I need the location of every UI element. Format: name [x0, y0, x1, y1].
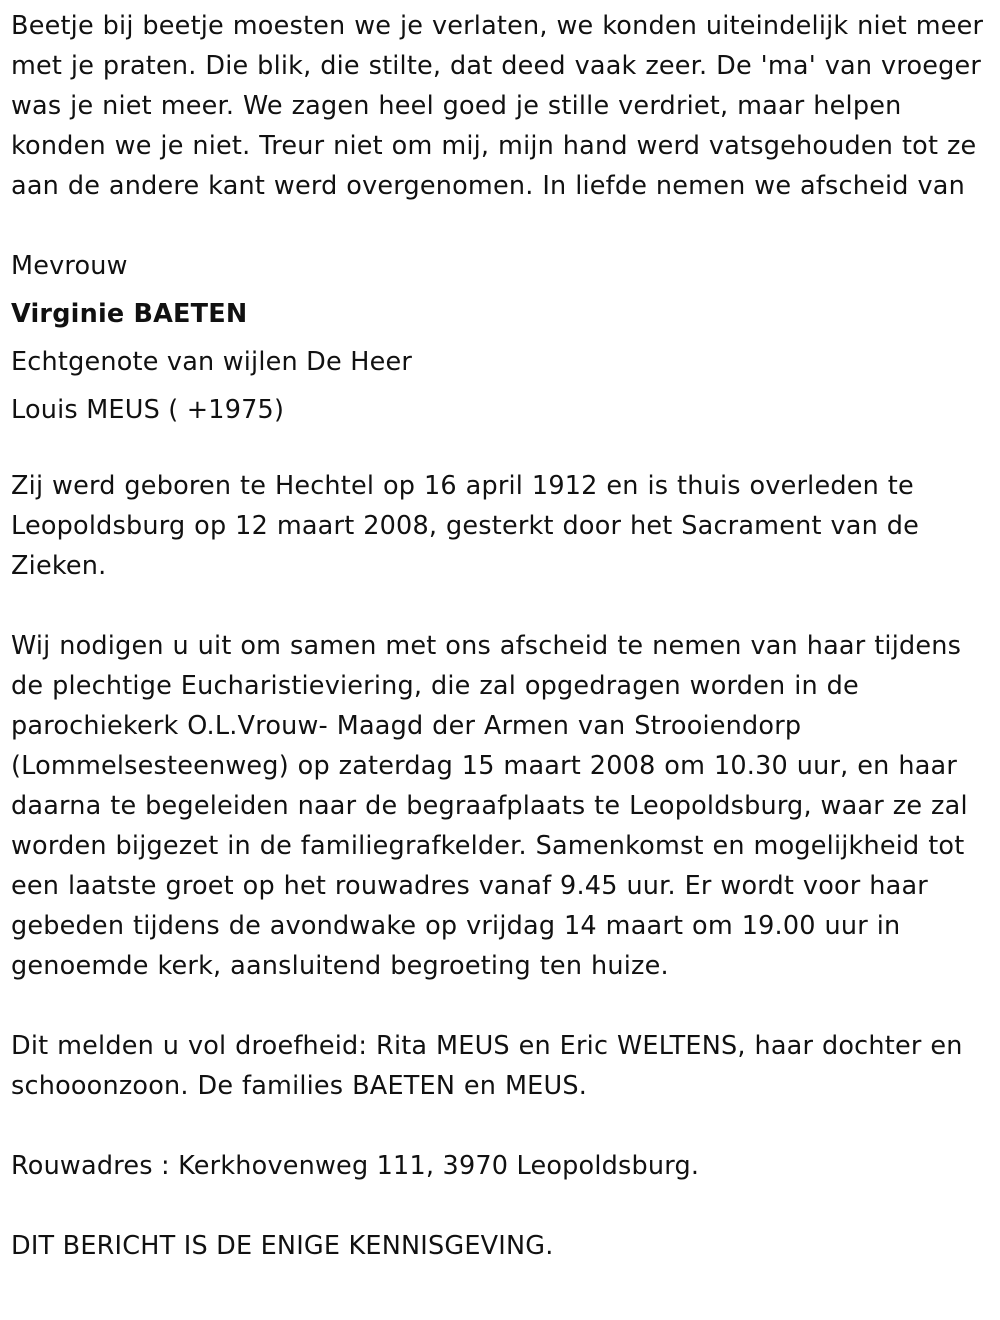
announcement-paragraph: Dit melden u vol droefheid: Rita MEUS en Eric WELTENS, haar dochter en schooonzoon. De families BAETEN en MEUS. [11, 1031, 963, 1101]
spacer [11, 206, 996, 246]
relation-line: Echtgenote van wijlen De Heer [11, 347, 413, 377]
spacer [11, 586, 996, 626]
invitation-paragraph: Wij nodigen u uit om samen met ons afscheid te nemen van haar tijdens de plechtige Eucharistieviering, die zal opgedragen worden in de parochiekerk O.L.Vrouw- Maagd der Armen van Strooiendorp (Lommelsesteenweg) op zaterdag 15 maart 2008 om 10.30 uur, en haar daarna te begeleiden naar de begraafplaats te Leopoldsburg, waar ze zal worden bijgezet in de familiegrafkelder. Samenkomst en mogelijkheid tot een laatste groet op het rouwadres vanaf 9.45 uur. Er wordt voor haar gebeden tijdens de avondwake op vrijdag 14 maart om 19.00 uur in genoemde kerk, aansluitend begroeting ten huize. [11, 631, 968, 981]
closing-line: DIT BERICHT IS DE ENIGE KENNISGEVING. [11, 1231, 554, 1261]
spacer [11, 986, 996, 1026]
salutation: Mevrouw [11, 251, 128, 281]
spacer [11, 434, 996, 466]
spouse-line: Louis MEUS ( +1975) [11, 395, 285, 425]
birth-death-paragraph: Zij werd geboren te Hechtel op 16 april 1912 en is thuis overleden te Leopoldsburg op 12 maart 2008, gesterkt door het Sacrament van de Zieken. [11, 471, 920, 581]
intro-paragraph: Beetje bij beetje moesten we je verlaten, we konden uiteindelijk niet meer met je praten. Die blik, die stilte, dat deed vaak zeer. De 'ma' van vroeger was je niet meer. We zagen heel goed je stille verdriet, maar helpen konden we je niet. Treur niet om mij, mijn hand werd vatsgehouden tot ze aan de andere kant werd overgenomen. In liefde nemen we afscheid van [11, 11, 984, 201]
spacer [11, 1186, 996, 1226]
deceased-name: Virginie BAETEN [11, 299, 248, 329]
spacer [11, 1106, 996, 1146]
obituary-document [11, 6, 996, 1266]
address-line: Rouwadres : Kerkhovenweg 111, 3970 Leopoldsburg. [11, 1151, 700, 1181]
